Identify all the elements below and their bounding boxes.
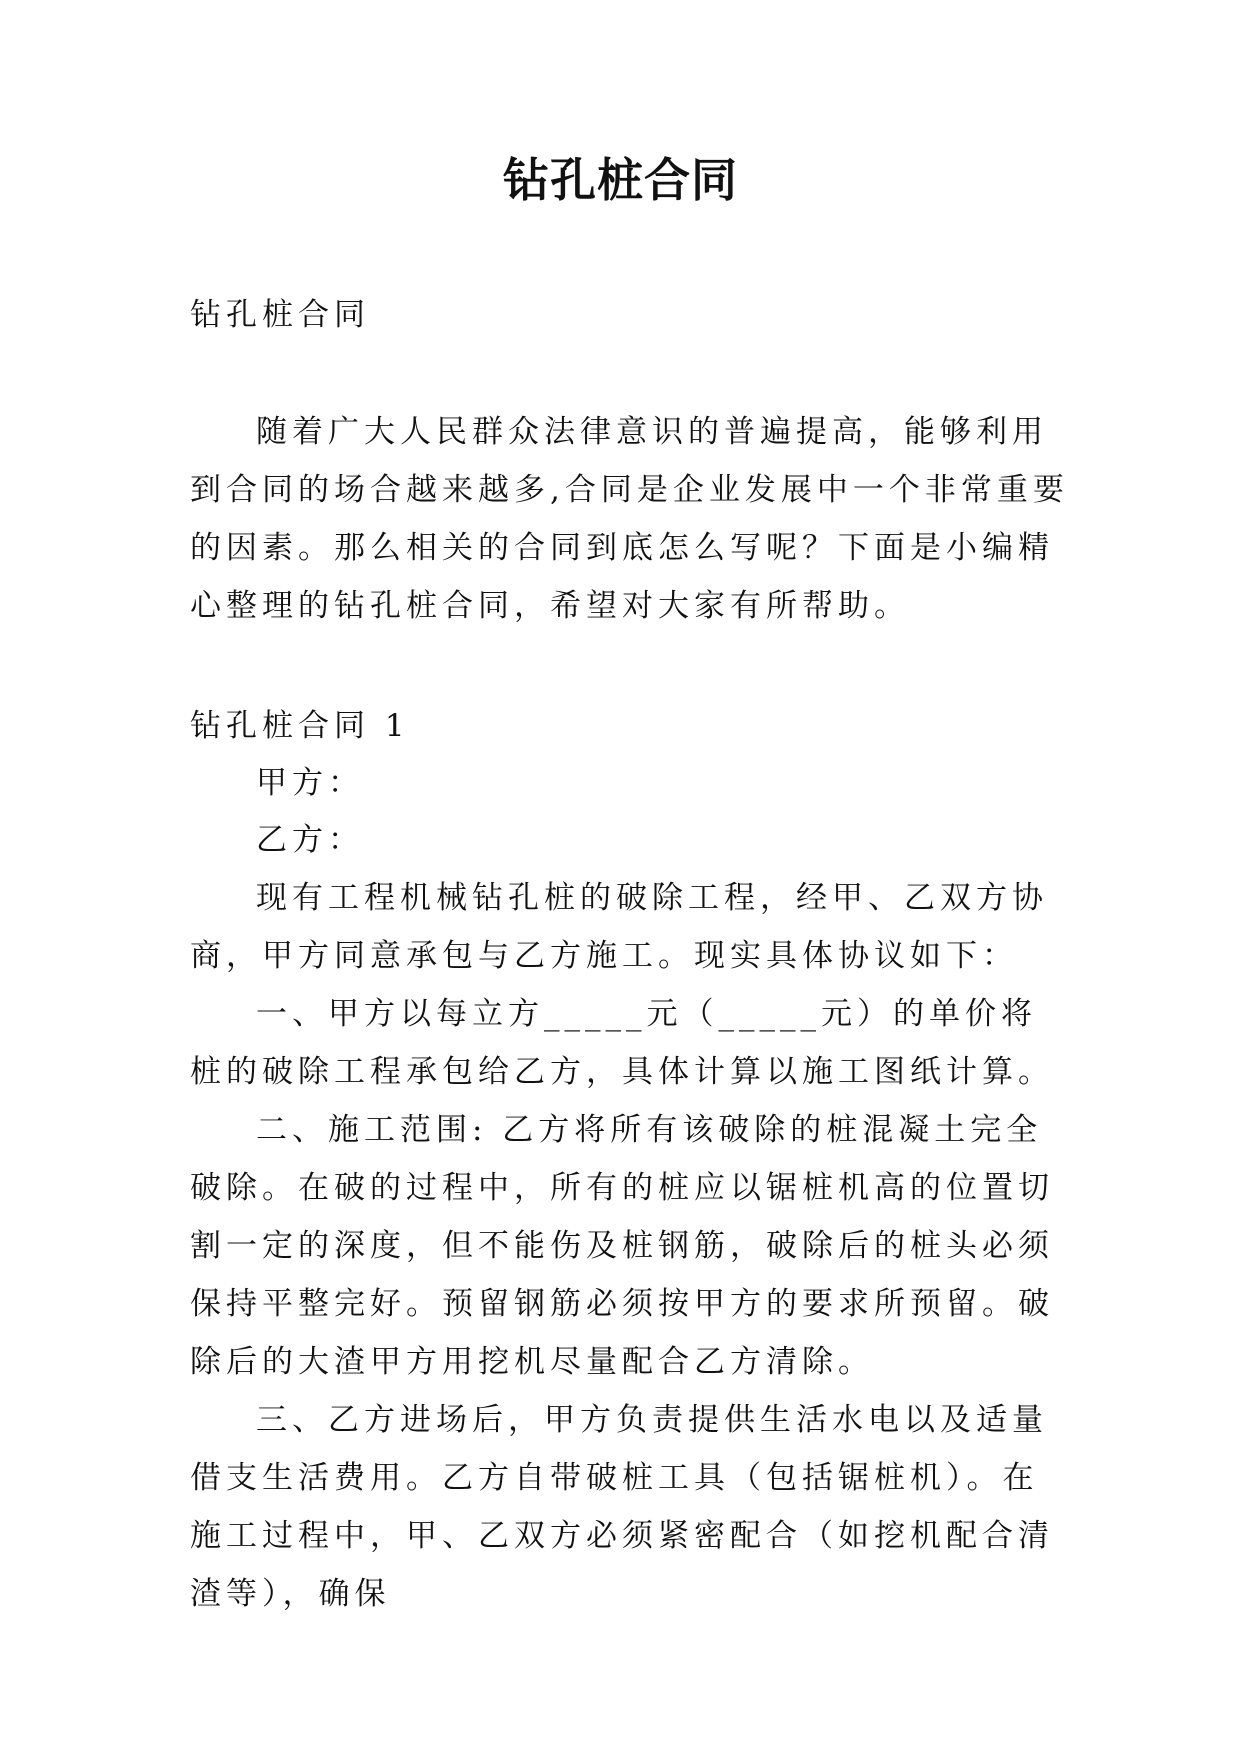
party-b-label: 乙方： bbox=[256, 822, 364, 858]
intro-paragraph: 随着广大人民群众法律意识的普遍提高，能够利用到合同的场合越来越多,合同是企业发展中一个非常重要的因素。那么相关的合同到底怎么写呢？下面是小编精心整理的钻孔桩合同，希望对大家有所帮助。 bbox=[190, 414, 1069, 624]
section-heading: 钻孔桩合同 1 bbox=[190, 708, 410, 744]
party-a-label: 甲方： bbox=[256, 765, 364, 801]
document-subtitle: 钻孔桩合同 bbox=[190, 297, 370, 333]
agreement-paragraph: 现有工程机械钻孔桩的破除工程，经甲、乙双方协商，甲方同意承包与乙方施工。现实具体协议如下： bbox=[190, 880, 1048, 974]
document-title: 钻孔桩合同 bbox=[503, 153, 738, 207]
clause-2: 二、施工范围: 乙方将所有该破除的桩混凝土完全破除。在破的过程中，所有的桩应以锯桩机高的位置切割一定的深度，但不能伤及桩钢筋，破除后的桩头必须保持平整完好。预留钢筋必须按甲方的要求所预留。破除后的大渣甲方用挖机尽量配合乙方清除。 bbox=[190, 1112, 1054, 1380]
clause-1: 一、甲方以每立方_____元（_____元）的单价将桩的破除工程承包给乙方，具体计算以施工图纸计算。 bbox=[190, 996, 1054, 1090]
clause-3: 三、乙方进场后，甲方负责提供生活水电以及适量借支生活费用。乙方自带破桩工具（包括锯桩机）。在施工过程中，甲、乙双方必须紧密配合（如挖机配合清渣等），确保 bbox=[190, 1402, 1054, 1612]
